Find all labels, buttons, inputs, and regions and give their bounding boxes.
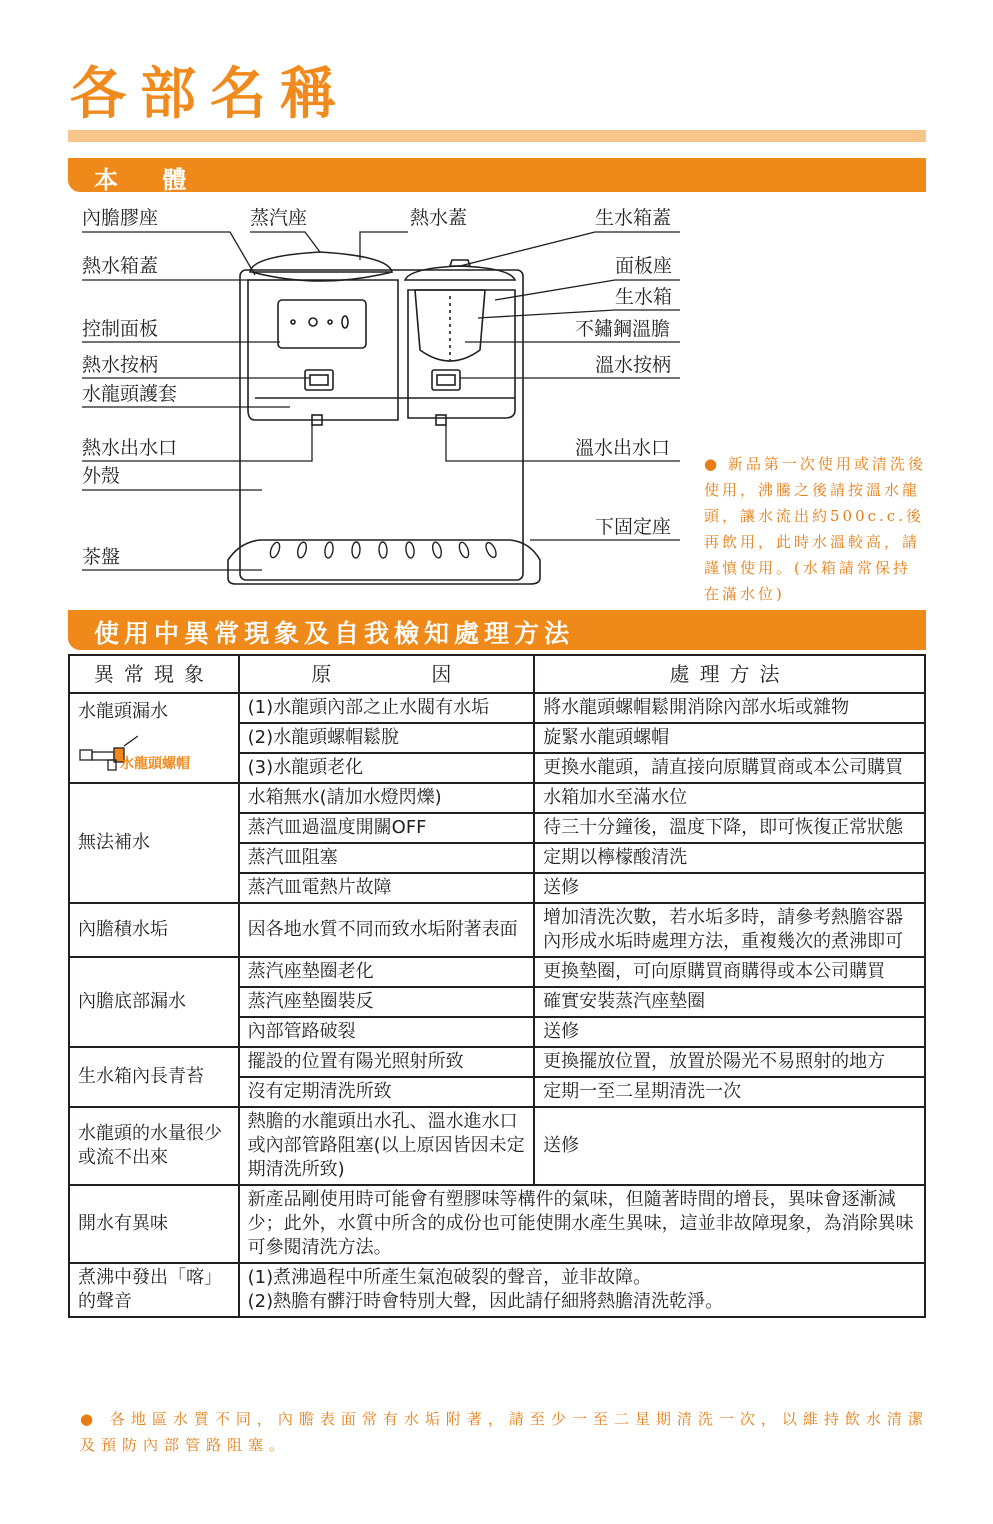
solution-cell: 定期一至二星期清洗一次 xyxy=(534,1077,925,1107)
label-steam-base: 蒸汽座 xyxy=(250,207,308,229)
footer-note xyxy=(80,1406,930,1458)
table-row xyxy=(69,957,925,987)
symptom-cell: 生水箱內長青苔 xyxy=(69,1047,239,1107)
table-row xyxy=(69,693,925,723)
solution-cell: 更換墊圈，可向原購買商購得或本公司購買 xyxy=(534,957,925,987)
section-troubleshooting-heading: 使用中異常現象及自我檢知處理方法 xyxy=(94,619,575,648)
cause-cell: (2)水龍頭螺帽鬆脫 xyxy=(239,723,534,753)
cause-cell: 蒸汽皿阻塞 xyxy=(239,843,534,873)
label-raw-tank-lid: 生水箱蓋 xyxy=(595,207,672,229)
symptom-cell: 水龍頭的水量很少或流不出來 xyxy=(69,1107,239,1185)
cause-cell: 蒸汽皿過溫度開關OFF xyxy=(239,813,534,843)
solution-cell: 確實安裝蒸汽座墊圈 xyxy=(534,987,925,1017)
table-row xyxy=(69,1047,925,1077)
noise-explanation-cell xyxy=(239,1263,925,1317)
label-hot-tank-lid: 熱水箱蓋 xyxy=(82,255,159,277)
tap-nut-label: 水龍頭螺帽 xyxy=(120,756,190,772)
section-troubleshooting-header xyxy=(68,610,926,650)
note-text: 新品第一次使用或清洗後使用，沸騰之後請按溫水龍頭，讓水流出約500c.c.後再飲用，此時水溫較高，請謹慎使用。(水箱請常保持在滿水位) xyxy=(704,455,926,603)
cause-cell: (3)水龍頭老化 xyxy=(239,753,534,783)
symptom-cell: 無法補水 xyxy=(69,783,239,903)
cause-cell: 因各地水質不同而致水垢附著表面 xyxy=(239,903,534,957)
cause-cell: 蒸汽皿電熱片故障 xyxy=(239,873,534,903)
solution-cell: 旋緊水龍頭螺帽 xyxy=(534,723,925,753)
table-row xyxy=(69,903,925,957)
solution-cell: 更換水龍頭，請直接向原購買商或本公司購買 xyxy=(534,753,925,783)
cause-cell: 水箱無水(請加水燈閃爍) xyxy=(239,783,534,813)
footer-bullet-icon: ● xyxy=(80,1410,100,1428)
label-casing: 外殼 xyxy=(82,465,121,487)
first-use-note xyxy=(704,451,926,607)
solution-cell: 待三十分鐘後，溫度下降，即可恢復正常狀態 xyxy=(534,813,925,843)
label-hot-outlet: 熱水出水口 xyxy=(82,437,178,459)
header-cause: 原 因 xyxy=(239,655,534,693)
solution-cell: 將水龍頭螺帽鬆開消除內部水垢或雜物 xyxy=(534,693,925,723)
label-hot-water-lid: 熱水蓋 xyxy=(410,207,468,229)
solution-cell: 定期以檸檬酸清洗 xyxy=(534,843,925,873)
label-warm-outlet: 溫水出水口 xyxy=(575,437,671,459)
tap-figure xyxy=(78,732,230,776)
cause-cell: 內部管路破裂 xyxy=(239,1017,534,1047)
cause-cell: 蒸汽座墊圈裝反 xyxy=(239,987,534,1017)
label-raw-tank: 生水箱 xyxy=(615,286,673,308)
table-header-row xyxy=(69,655,925,693)
label-tap-cover: 水龍頭護套 xyxy=(82,383,178,405)
symptom-cell: 煮沸中發出「喀」的聲音 xyxy=(69,1263,239,1317)
label-inner-gasket: 內膽膠座 xyxy=(82,207,159,229)
label-control-panel: 控制面板 xyxy=(82,318,159,340)
solution-cell: 增加清洗次數，若水垢多時，請參考熱膽容器內形成水垢時處理方法，重複幾次的煮沸即可 xyxy=(534,903,925,957)
odor-explanation-cell: 新產品剛使用時可能會有塑膠味等構件的氣味，但隨著時間的增長，異味會逐漸減少；此外，水質中所含的成份也可能使開水產生異味，這並非故障現象，為消除異味可參閱清洗方法。 xyxy=(239,1185,925,1263)
section-body-heading: 本 體 xyxy=(94,166,205,194)
noise-line: (2)熱膽有髒汙時會特別大聲，因此請仔細將熱膽清洗乾淨。 xyxy=(247,1291,724,1312)
label-lower-mount: 下固定座 xyxy=(595,516,672,538)
header-solution: 處理方法 xyxy=(534,655,925,693)
label-hot-handle: 熱水按柄 xyxy=(82,354,159,376)
footer-text: 各地區水質不同，內膽表面常有水垢附著，請至少一至二星期清洗一次，以維持飲水清潔及預防內部管路阻塞。 xyxy=(80,1410,929,1454)
cause-cell: 熱膽的水龍頭出水孔、溫水進水口或內部管路阻塞(以上原因皆因未定期清洗所致) xyxy=(239,1107,534,1185)
cause-cell: 沒有定期清洗所致 xyxy=(239,1077,534,1107)
table-row xyxy=(69,1107,925,1185)
label-panel-base: 面板座 xyxy=(615,255,673,277)
header-symptom: 異常現象 xyxy=(69,655,239,693)
cause-cell: (1)水龍頭內部之止水閥有水垢 xyxy=(239,693,534,723)
solution-cell: 水箱加水至滿水位 xyxy=(534,783,925,813)
cause-cell: 蒸汽座墊圈老化 xyxy=(239,957,534,987)
label-steel-warm-tank: 不鏽鋼溫膽 xyxy=(575,318,671,340)
cause-cell: 擺設的位置有陽光照射所致 xyxy=(239,1047,534,1077)
solution-cell: 送修 xyxy=(534,873,925,903)
solution-cell: 送修 xyxy=(534,1107,925,1185)
symptom-cell: 內膽積水垢 xyxy=(69,903,239,957)
solution-cell: 送修 xyxy=(534,1017,925,1047)
symptom-cell xyxy=(69,693,239,783)
symptom-cell: 開水有異味 xyxy=(69,1185,239,1263)
label-tea-tray: 茶盤 xyxy=(82,546,121,568)
troubleshooting-table xyxy=(68,654,926,1318)
table-row xyxy=(69,1263,925,1317)
solution-cell: 更換擺放位置，放置於陽光不易照射的地方 xyxy=(534,1047,925,1077)
label-warm-handle: 溫水按柄 xyxy=(595,354,672,376)
table-row xyxy=(69,783,925,813)
noise-line: (1)煮沸過程中所產生氣泡破裂的聲音，並非故障。 xyxy=(247,1267,652,1288)
note-bullet-icon: ● xyxy=(704,455,721,473)
symptom-cell: 內膽底部漏水 xyxy=(69,957,239,1047)
symptom-text: 水龍頭漏水 xyxy=(78,701,168,722)
page-title: 各部名稱 xyxy=(70,62,350,127)
table-row xyxy=(69,1185,925,1263)
